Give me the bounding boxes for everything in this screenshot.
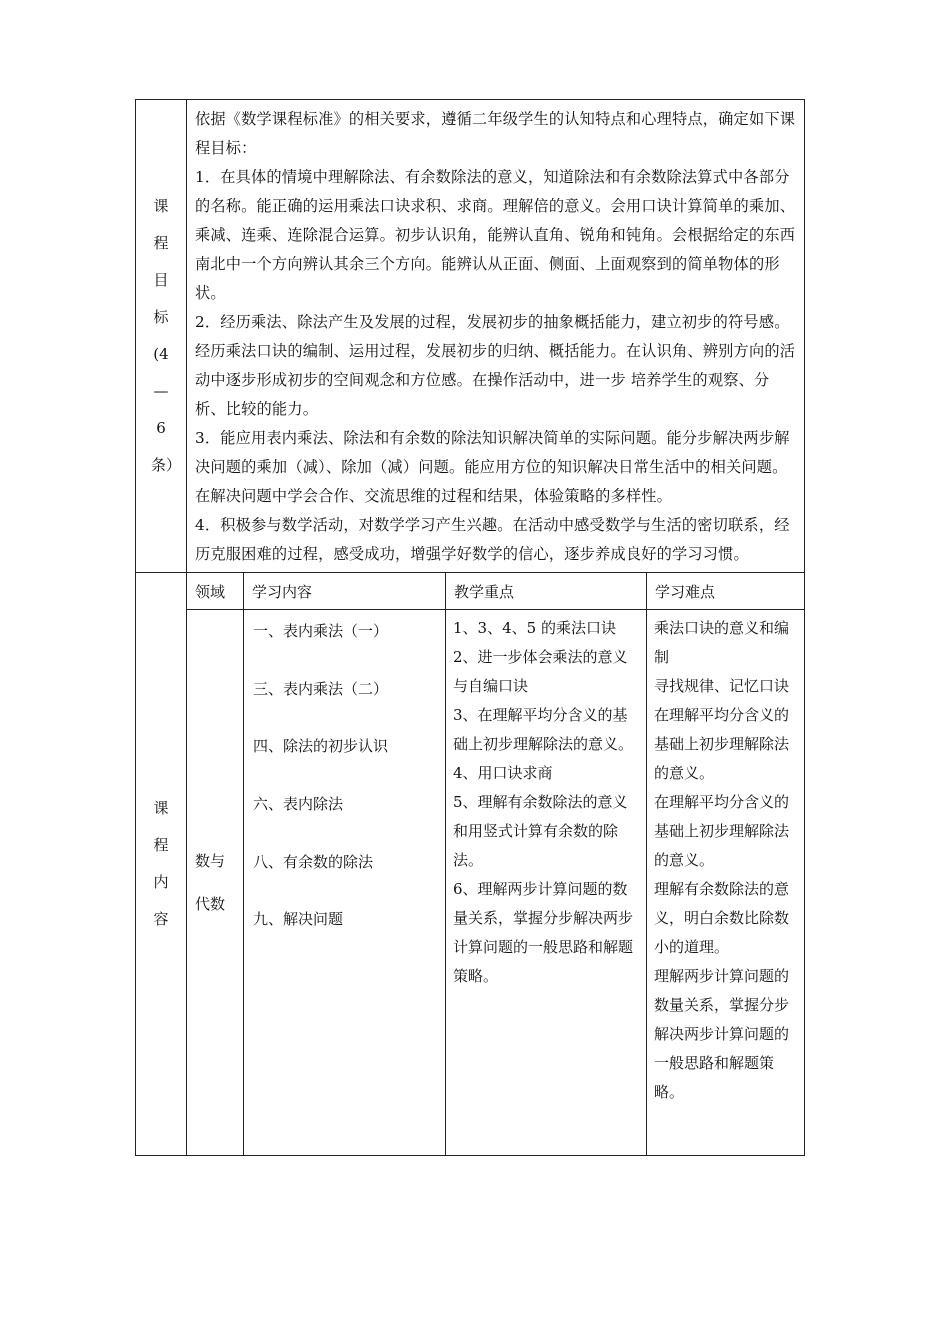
key-point-item: 5、理解有余数除法的意义和用竖式计算有余数的除法。 xyxy=(453,793,628,869)
difficulties-cell xyxy=(647,610,805,1156)
goals-body xyxy=(187,100,805,573)
goals-label-cell xyxy=(136,100,187,573)
header-topics: 学习内容 xyxy=(244,573,446,610)
difficulty-item: 寻找规律、记忆口诀 xyxy=(654,677,790,695)
difficulty-item: 理解有余数除法的意义，明白余数比除数小的道理。 xyxy=(654,880,790,956)
goals-label-char: 标 xyxy=(153,308,169,326)
goals-label-char: 6 xyxy=(156,419,166,437)
content-body-row xyxy=(136,610,805,1156)
key-point-item: 3、在理解平均分含义的基础上初步理解除法的意义。 xyxy=(453,706,634,753)
goals-label-char: 目 xyxy=(153,271,169,289)
topic-item: 九、解决问题 xyxy=(253,910,344,929)
goal-item-4: 4．积极参与数学活动，对数学学习产生兴趣。在活动中感受数学与生活的密切联系，经历克服困难的过程，感受成功，增强学好数学的信心，逐步养成良好的学习习惯。 xyxy=(195,516,790,563)
key-point-item: 1、3、4、5 的乘法口诀 xyxy=(453,619,616,637)
header-field: 领域 xyxy=(187,573,244,610)
topic-item: 六、表内除法 xyxy=(253,795,344,814)
goals-row xyxy=(136,100,805,573)
topics-cell xyxy=(244,610,446,1156)
goals-label-char: 条） xyxy=(151,456,182,474)
goal-item-1: 1．在具体的情境中理解除法、有余数除法的意义，知道除法和有余数除法算式中各部分的名称。能正确的运用乘法口诀求积、求商。理解倍的意义。会用口诀计算简单的乘加、乘减、连乘、连除混合运算。初步认识角，能辨认直角、锐角和钝角。会根据给定的东西南北中一个方向辨认其余三个方向。能辨认从正面、侧面、上面观察到的简单物体的形状。 xyxy=(195,168,796,302)
goals-label xyxy=(151,188,182,484)
content-label-char: 内 xyxy=(153,873,169,891)
topic-item: 三、表内乘法（二） xyxy=(253,679,389,698)
curriculum-table xyxy=(135,99,805,1156)
content-label-cell xyxy=(136,573,187,1156)
key-point-item: 2、进一步体会乘法的意义与自编口诀 xyxy=(453,648,628,695)
difficulty-item: 在理解平均分含义的基础上初步理解除法的意义。 xyxy=(654,706,790,782)
content-label-char: 容 xyxy=(153,910,169,928)
goals-label-char: (4— xyxy=(153,345,169,400)
difficulty-item: 理解两步计算问题的数量关系，掌握分步解决两步计算问题的一般思路和解题策略。 xyxy=(654,967,790,1101)
field-text: 代数 xyxy=(195,894,226,913)
goals-label-char: 课 xyxy=(153,197,169,215)
header-key-points: 教学重点 xyxy=(446,573,647,610)
key-point-item: 6、理解两步计算问题的数量关系，掌握分步解决两步计算问题的一般思路和解题策略。 xyxy=(453,880,634,985)
difficulty-item: 在理解平均分含义的基础上初步理解除法的意义。 xyxy=(654,793,790,869)
topic-item: 八、有余数的除法 xyxy=(253,852,374,871)
difficulty-item: 乘法口诀的意义和编制 xyxy=(654,619,790,666)
topic-item: 一、表内乘法（一） xyxy=(253,622,389,640)
header-difficulties: 学习难点 xyxy=(647,573,805,610)
key-points-cell xyxy=(446,610,647,1156)
topic-item: 四、除法的初步认识 xyxy=(253,737,389,756)
content-header-row xyxy=(136,573,805,610)
content-label-char: 课 xyxy=(153,799,169,817)
content-label-char: 程 xyxy=(153,836,169,854)
field-text: 数与 xyxy=(195,851,226,870)
goal-item-2: 2．经历乘法、除法产生及发展的过程，发展初步的抽象概括能力，建立初步的符号感。经历乘法口诀的编制、运用过程，发展初步的归纳、概括能力。在认识角、辨别方向的活动中逐步形成初步的空间观念和方位感。在操作活动中，进一步 培养学生的观察、分析、比较的能力。 xyxy=(195,313,796,418)
content-label xyxy=(151,790,171,938)
goals-intro: 依据《数学课程标准》的相关要求，遵循二年级学生的认知特点和心理特点，确定如下课程目标： xyxy=(195,110,796,157)
goals-label-char: 程 xyxy=(153,234,169,252)
field-cell xyxy=(187,610,244,1156)
key-point-item: 4、用口诀求商 xyxy=(453,764,553,782)
goal-item-3: 3．能应用表内乘法、除法和有余数的除法知识解决简单的实际问题。能分步解决两步解决问题的乘加（减）、除加（减）问题。能应用方位的知识解决日常生活中的相关问题。在解决问题中学会合作、交流思维的过程和结果，体验策略的多样性。 xyxy=(195,429,790,505)
